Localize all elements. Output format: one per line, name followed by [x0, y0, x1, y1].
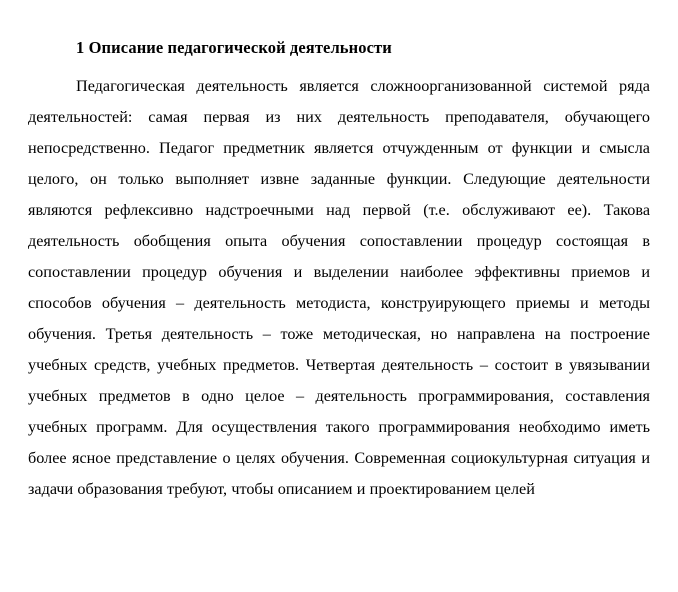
body-paragraph: Педагогическая деятельность является сложноорганизованной системой ряда деятельностей: самая первая из них деятельность преподавателя, обучающего непосредственно. Педагог предметник является отчужденным от функции и смысла целого, он только выполняет извне заданные функции. Следующие деятельности являются рефлексивно надстроечными над первой (т.е. обслуживают ее). Такова деятельность обобщения опыта обучения сопоставлении процедур состоящая в сопоставлении процедур обучения и выделении наиболее эффективны приемов и способов обучения – деятельность методиста, конструирующего приемы и методы обучения. Третья деятельность – тоже методическая, но направлена на построение учебных средств, учебных предметов. Четвертая деятельность – состоит в увязывании учебных предметов в одно целое – деятельность программирования, составления учебных программ. Для осуществления такого программирования необходимо иметь более ясное представление о целях обучения. Современная социокультурная ситуация и задачи образования требуют, чтобы описанием и проектированием целей [28, 76, 650, 498]
page-title: 1 Описание педагогической деятельности [76, 38, 392, 57]
